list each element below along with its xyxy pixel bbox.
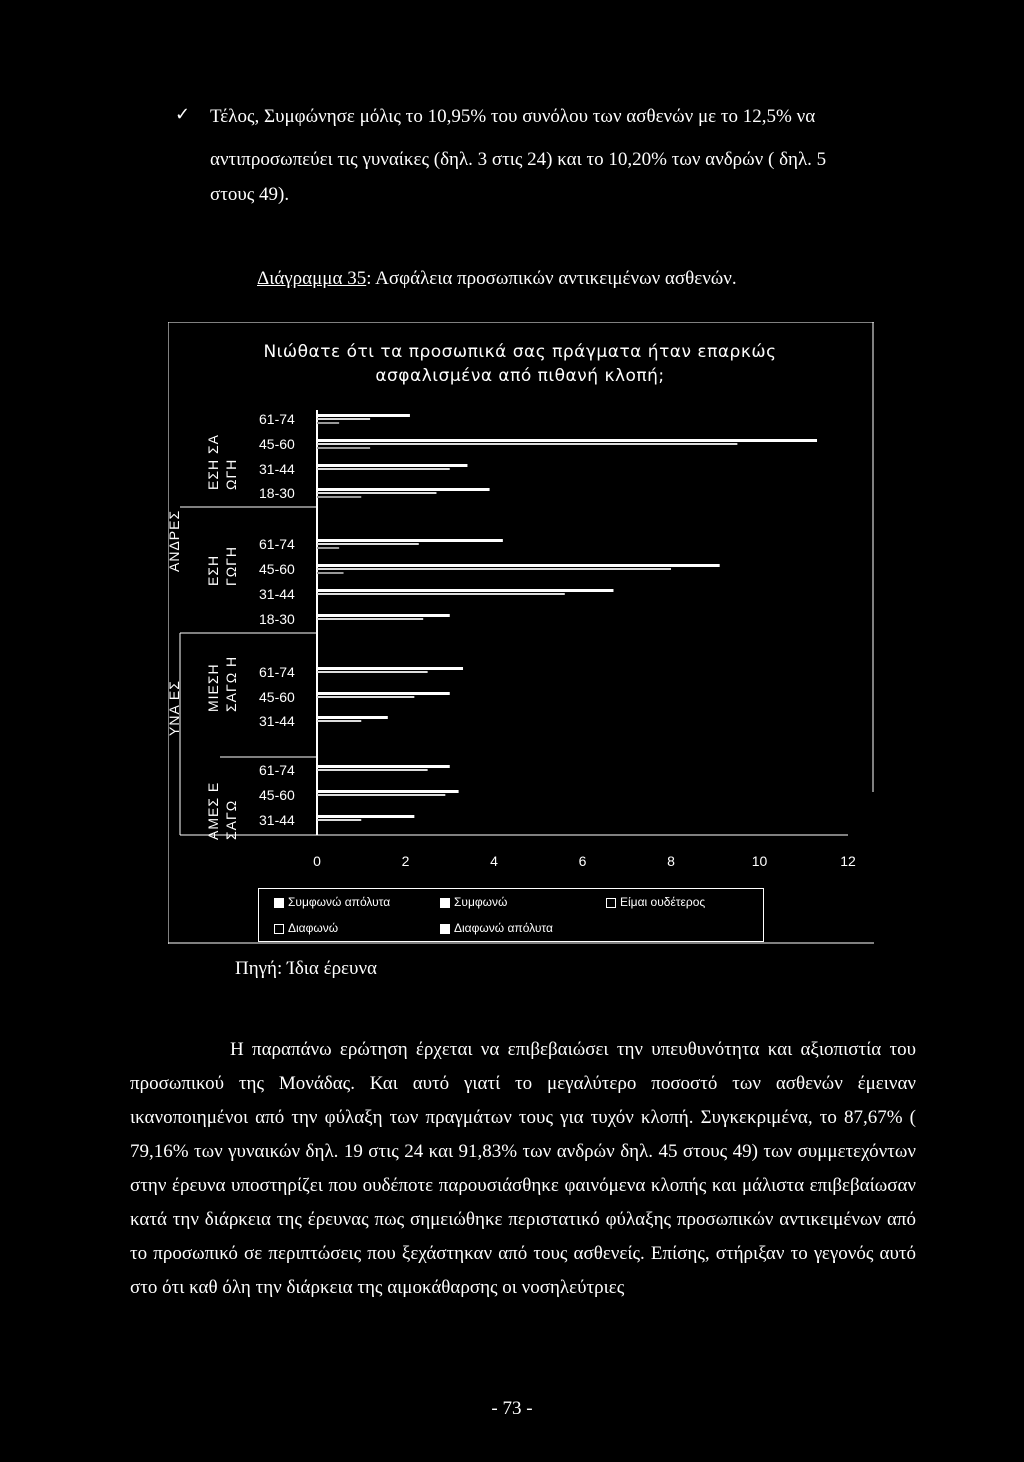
- intro-line-2: αντιπροσωπεύει τις γυναίκες (δηλ. 3 στις 24) και το 10,20% των ανδρών ( δηλ. 5: [210, 149, 827, 170]
- category-tick-label: 61-74: [259, 411, 295, 427]
- x-tick-label: 0: [313, 853, 321, 869]
- intro-line-3: στους 49).: [210, 184, 290, 205]
- bar-1-8: [317, 671, 428, 673]
- bar-1-3: [317, 492, 436, 494]
- legend-swatch-icon: [274, 924, 284, 934]
- bar-0-11: [317, 765, 450, 768]
- chart-title-line-2: ασφαλισμένα από πιθανή κλοπή;: [375, 366, 665, 386]
- bar-0-6: [317, 589, 613, 592]
- group-label-women: ΥΝΑ ΕΣ: [166, 680, 182, 736]
- legend-label: Συμφωνώ: [454, 895, 508, 909]
- body-paragraph: Η παραπάνω ερώτηση έρχεται να επιβεβαιώσει την υπευθυνότητα και αξιοπιστία του προσωπικού της Μονάδας. Και αυτό γιατί το μεγαλύτερο ποσοστό των ασθενών έμειναν ικανοποιημένοι από την φύλαξη των πραγμάτων τους για τυχόν κλοπή. Συγκεκριμένα, το 87,67% ( 79,16% των γυναικών δηλ. 19 στις 24 και 91,83% των ανδρών δηλ. 45 στους 49) των συμμετεχόντων στην έρευνα υποστηρίζει που ουδέποτε παρουσιάσθηκε φαινόμενα κλοπής και μάλιστα επιβεβαίωσαν κατά την διάρκεια της έρευνας πως σημειώθηκε περιστατικό φύλαξης προσωπικών αντικειμένων από το προσωπικό σε περιπτώσεις που ξεχάστηκαν από τους ασθενείς. Επίσης, στήριξαν το γεγονός αυτό στο ότι καθ όλη την διάρκεια της αιμοκάθαρσης οι νοσηλεύτριες: [130, 1039, 916, 1298]
- subgroup-label-4: ΑΜΕΣ Ε ΣΑΓΩ: [205, 781, 239, 840]
- category-tick-label: 45-60: [259, 689, 295, 705]
- page-number: - 73 -: [491, 1398, 533, 1419]
- bar-1-2: [317, 468, 450, 470]
- bar-2-5: [317, 572, 344, 574]
- legend-swatch-icon: [606, 898, 616, 908]
- legend-item-agree: [440, 895, 507, 909]
- category-tick-label: 31-44: [259, 586, 295, 602]
- legend-item-strongly-agree: [274, 895, 390, 909]
- group-label-men: ΑΝΔΡΕΣ: [166, 509, 182, 572]
- category-tick-label: 18-30: [259, 485, 295, 501]
- category-tick-label: 45-60: [259, 787, 295, 803]
- legend-item-strongly-disagree: [440, 921, 553, 935]
- bar-0-3: [317, 488, 490, 491]
- legend-swatch-icon: [440, 898, 450, 908]
- legend-label: Διαφωνώ: [288, 921, 339, 935]
- category-tick-label: 31-44: [259, 461, 295, 477]
- bar-0-13: [317, 815, 414, 818]
- figure-source: Πηγή: Ίδια έρευνα: [235, 958, 377, 979]
- legend-swatch-icon: [440, 924, 450, 934]
- bar-0-2: [317, 464, 467, 467]
- category-tick-label: 45-60: [259, 561, 295, 577]
- legend-label: Διαφωνώ απόλυτα: [454, 921, 553, 935]
- bar-2-4: [317, 547, 339, 549]
- figure-caption-text: : Ασφάλεια προσωπικών αντικειμένων ασθενών.: [366, 268, 737, 289]
- checkmark-icon: ✓: [175, 104, 191, 125]
- bar-1-5: [317, 568, 671, 570]
- x-tick-label: 8: [667, 853, 675, 869]
- x-tick-label: 4: [490, 853, 498, 869]
- bar-1-0: [317, 418, 370, 420]
- chart-title-line-1: Νιώθατε ότι τα προσωπικά σας πράγματα ήταν επαρκώς: [263, 342, 777, 362]
- category-tick-label: 61-74: [259, 664, 295, 680]
- bar-0-8: [317, 667, 463, 670]
- legend-label: Συμφωνώ απόλυτα: [288, 895, 391, 909]
- category-tick-label: 31-44: [259, 812, 295, 828]
- bar-0-9: [317, 692, 450, 695]
- bar-0-1: [317, 439, 817, 442]
- bar-0-12: [317, 790, 459, 793]
- legend-item-neutral: [606, 895, 705, 909]
- category-tick-label: 31-44: [259, 713, 295, 729]
- bar-0-4: [317, 539, 503, 542]
- bar-1-12: [317, 794, 445, 796]
- x-tick-label: 10: [751, 853, 768, 869]
- legend-item-disagree: [274, 921, 338, 935]
- x-tick-label: 2: [401, 853, 410, 869]
- bar-1-4: [317, 543, 419, 545]
- x-tick-label: 6: [578, 853, 587, 869]
- category-tick-label: 61-74: [259, 762, 295, 778]
- bar-2-1: [317, 447, 370, 449]
- x-tick-label: 12: [840, 853, 856, 869]
- subgroup-label-3: ΜΙΕΣΗ ΣΑΓΩ Η: [205, 655, 239, 712]
- legend-label: Είμαι ουδέτερος: [620, 895, 706, 909]
- bar-0-0: [317, 414, 410, 417]
- legend-swatch-icon: [274, 898, 284, 908]
- bar-0-10: [317, 716, 388, 719]
- bar-2-3: [317, 496, 361, 498]
- bar-0-7: [317, 614, 450, 617]
- subgroup-label-1: ΕΣΗ ΣΑ ΩΓΗ: [205, 434, 239, 490]
- bar-0-5: [317, 564, 720, 567]
- bar-1-11: [317, 769, 428, 771]
- bar-1-6: [317, 593, 565, 595]
- bar-1-7: [317, 618, 423, 620]
- intro-line-1: Τέλος, Συμφώνησε μόλις το 10,95% του συνόλου των ασθενών με το 12,5% να: [210, 106, 816, 127]
- bar-2-0: [317, 422, 339, 424]
- bar-1-1: [317, 443, 737, 445]
- bar-1-10: [317, 720, 361, 722]
- category-tick-label: 18-30: [259, 611, 295, 627]
- figure-caption-label: Διάγραμμα 35: [257, 268, 367, 289]
- category-tick-label: 61-74: [259, 536, 295, 552]
- bar-1-13: [317, 819, 361, 821]
- bar-1-9: [317, 696, 414, 698]
- subgroup-label-2: ΕΣΗ ΓΩΓΗ: [205, 546, 239, 586]
- category-tick-label: 45-60: [259, 436, 295, 452]
